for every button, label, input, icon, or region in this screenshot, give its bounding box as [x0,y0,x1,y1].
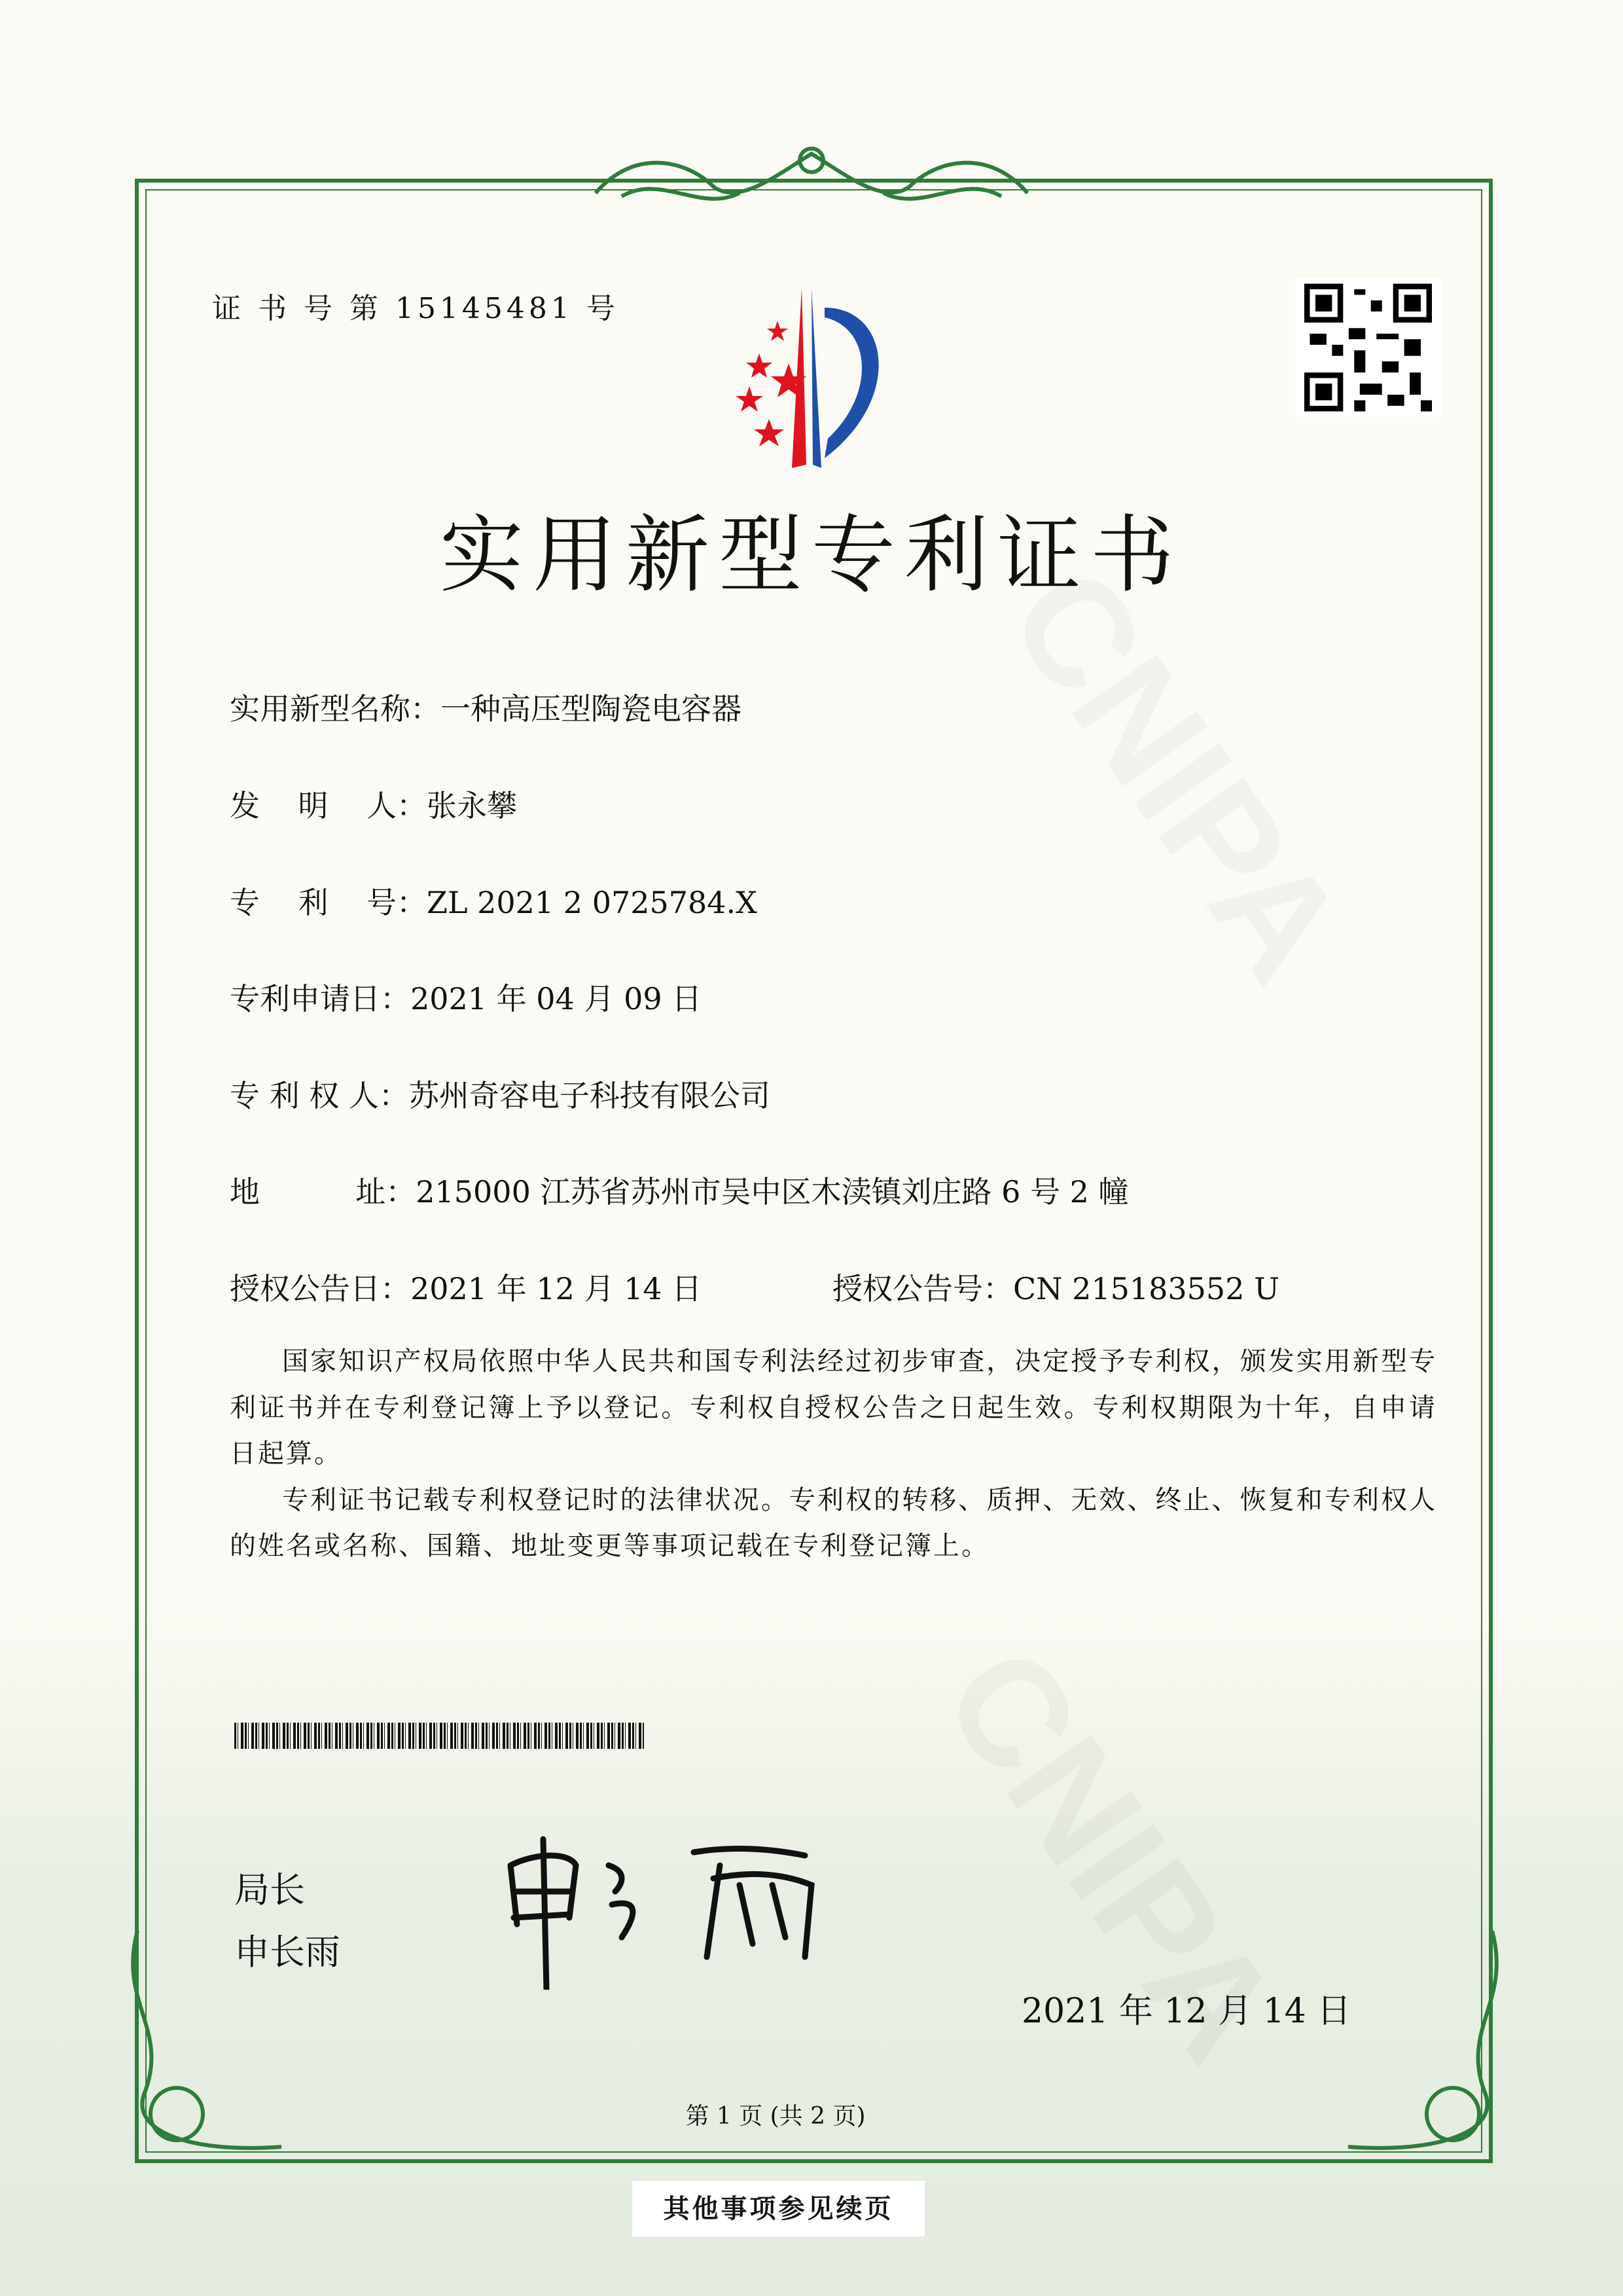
field-inventor [230,782,517,825]
field-label: 实用新型名称： [230,691,440,726]
field-value: 2021 年 12 月 14 日 [410,1271,702,1306]
field-label: 授权公告号： [832,1271,1013,1306]
field-value: 215000 江苏省苏州市吴中区木渎镇刘庄路 6 号 2 幢 [416,1174,1129,1210]
field-label: 专 利 权 人： [230,1078,409,1113]
field-value: CN 215183552 U [1013,1271,1279,1306]
field-value: 张永攀 [426,788,517,823]
field-patentee [230,1072,770,1115]
field-utility-model-name [230,685,741,728]
field-value: ZL 2021 2 0725784.X [426,885,757,920]
director-name: 申长雨 [234,1931,340,1973]
statement-paragraph: 国家知识产权局依照中华人民共和国专利法经过初步审查，决定授予专利权，颁发实用新型专利证书并在专利登记簿上予以登记。专利权自授权公告之日起生效。专利权期限为十年，自申请日起算。 [230,1346,1437,1469]
cnipa-logo [694,281,942,471]
field-label: 发 明 人： [230,788,427,823]
continuation-note: 其他事项参见续页 [632,2181,925,2236]
field-value: 2021 年 04 月 09 日 [410,981,702,1016]
qr-code [1295,278,1441,417]
field-label: 地 址： [230,1174,416,1210]
certificate-number: 证 书 号 第 15145481 号 [212,292,619,325]
field-publication-number [832,1265,1279,1308]
field-patent-number [230,879,757,922]
top-ornament [582,134,1041,219]
page-indicator: 第 1 页 (共 2 页) [685,2103,866,2130]
certificate-statement [230,1338,1437,1570]
statement-paragraph: 专利证书记载专利权登记时的法律状况。专利权的转移、质押、无效、终止、恢复和专利权人的姓名或名称、国籍、地址变更等事项记载在专利登记簿上。 [230,1484,1437,1561]
barcode [234,1723,644,1749]
field-value: 一种高压型陶瓷电容器 [440,691,741,726]
page-title: 实用新型专利证书 [439,507,1183,604]
field-label: 授权公告日： [230,1271,410,1306]
field-address [230,1168,1128,1211]
field-label: 专利申请日： [230,981,410,1016]
director-title: 局长 [234,1869,305,1910]
field-value: 苏州奇容电子科技有限公司 [408,1078,770,1113]
director-signature [497,1826,838,1990]
field-label: 专 利 号： [230,885,427,920]
field-grant-date [230,1265,702,1308]
field-application-date [230,975,702,1018]
issue-date: 2021 年 12 月 14 日 [1022,1992,1351,2031]
qr-code-image [1295,278,1441,417]
